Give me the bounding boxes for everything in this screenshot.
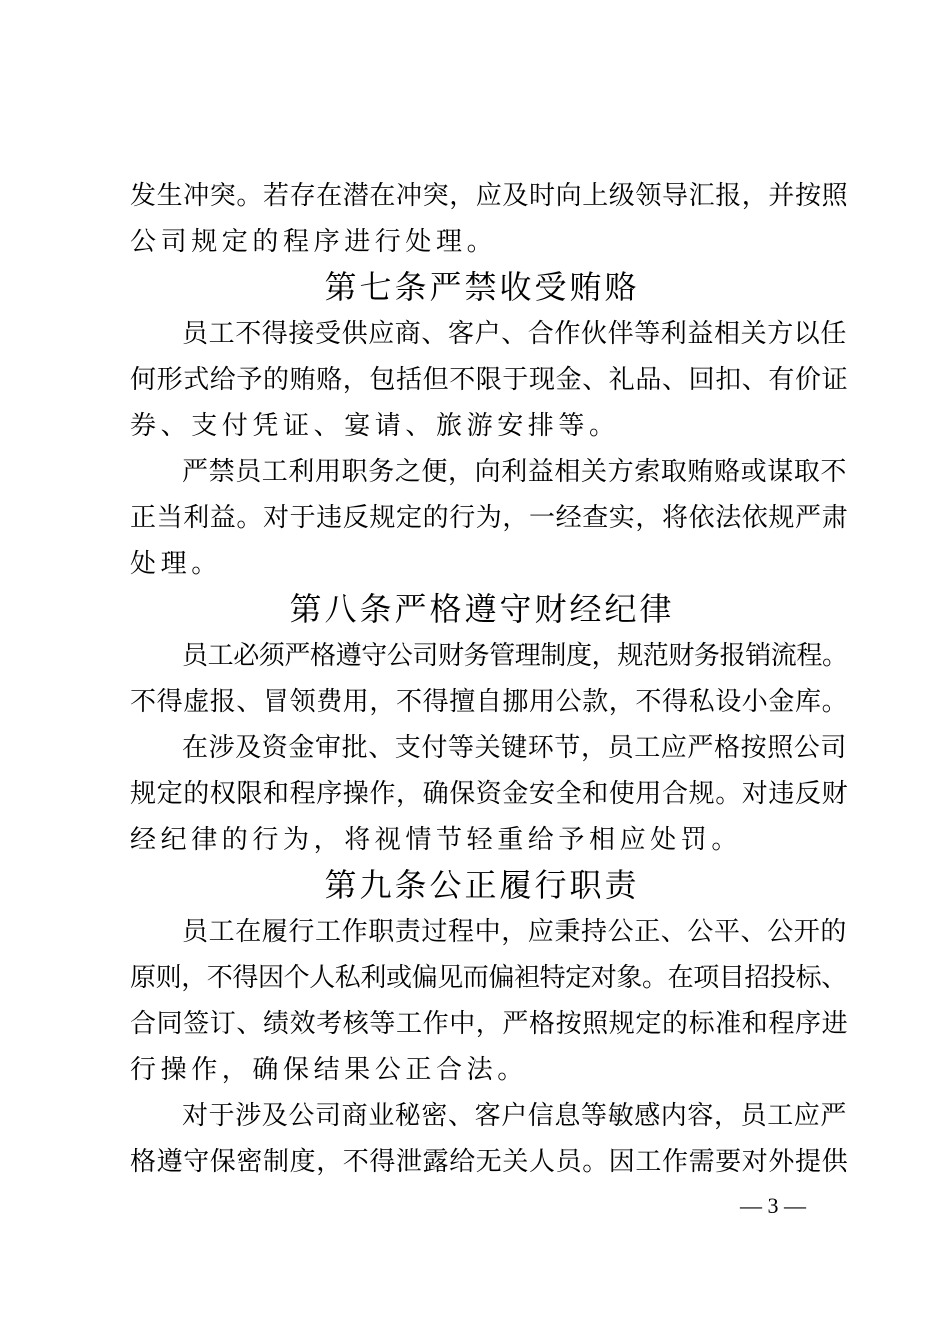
- paragraph-line: 合同签订、绩效考核等工作中，严格按照规定的标准和程序进: [130, 1009, 849, 1039]
- paragraph-line: 何形式给予的贿赂，包括但不限于现金、礼品、回扣、有价证: [130, 365, 849, 395]
- paragraph-line: 经纪律的行为，将视情节轻重给予相应处罚。: [130, 825, 743, 855]
- paragraph-line: 严禁员工利用职务之便，向利益相关方索取贿赂或谋取不: [182, 457, 848, 487]
- paragraph-line: 格遵守保密制度，不得泄露给无关人员。因工作需要对外提供: [130, 1147, 849, 1177]
- paragraph-line: 员工必须严格遵守公司财务管理制度，规范财务报销流程。: [182, 641, 848, 671]
- paragraph-line: 原则，不得因个人私利或偏见而偏袒特定对象。在项目招投标、: [130, 963, 847, 993]
- paragraph-line: 在涉及资金审批、支付等关键环节，员工应严格按照公司: [182, 733, 848, 763]
- paragraph-line: 正当利益。对于违反规定的行为，一经查实，将依法依规严肃: [130, 503, 849, 533]
- section-heading-article-9: 第九条公正履行职责: [324, 866, 640, 904]
- paragraph-line: 员工不得接受供应商、客户、合作伙伴等利益相关方以任: [182, 319, 848, 349]
- paragraph-line: 员工在履行工作职责过程中，应秉持公正、公平、公开的: [182, 917, 848, 947]
- page-number: — 3 —: [740, 1193, 806, 1218]
- paragraph-line: 行操作，确保结果公正合法。: [130, 1055, 528, 1085]
- paragraph-line: 规定的权限和程序操作，确保资金安全和使用合规。对违反财: [130, 779, 849, 809]
- section-heading-article-7: 第七条严禁收受贿赂: [324, 268, 640, 306]
- paragraph-line: 不得虚报、冒领费用，不得擅自挪用公款，不得私设小金库。: [130, 687, 849, 717]
- paragraph-line: 发生冲突。若存在潜在冲突，应及时向上级领导汇报，并按照: [130, 181, 849, 211]
- paragraph-line: 对于涉及公司商业秘密、客户信息等敏感内容，员工应严: [182, 1101, 848, 1131]
- paragraph-line: 处理。: [130, 549, 222, 579]
- paragraph-line: 券、支付凭证、宴请、旅游安排等。: [130, 411, 620, 441]
- section-heading-article-8: 第八条严格遵守财经纪律: [289, 590, 675, 628]
- paragraph-line: 公司规定的程序进行处理。: [130, 227, 498, 257]
